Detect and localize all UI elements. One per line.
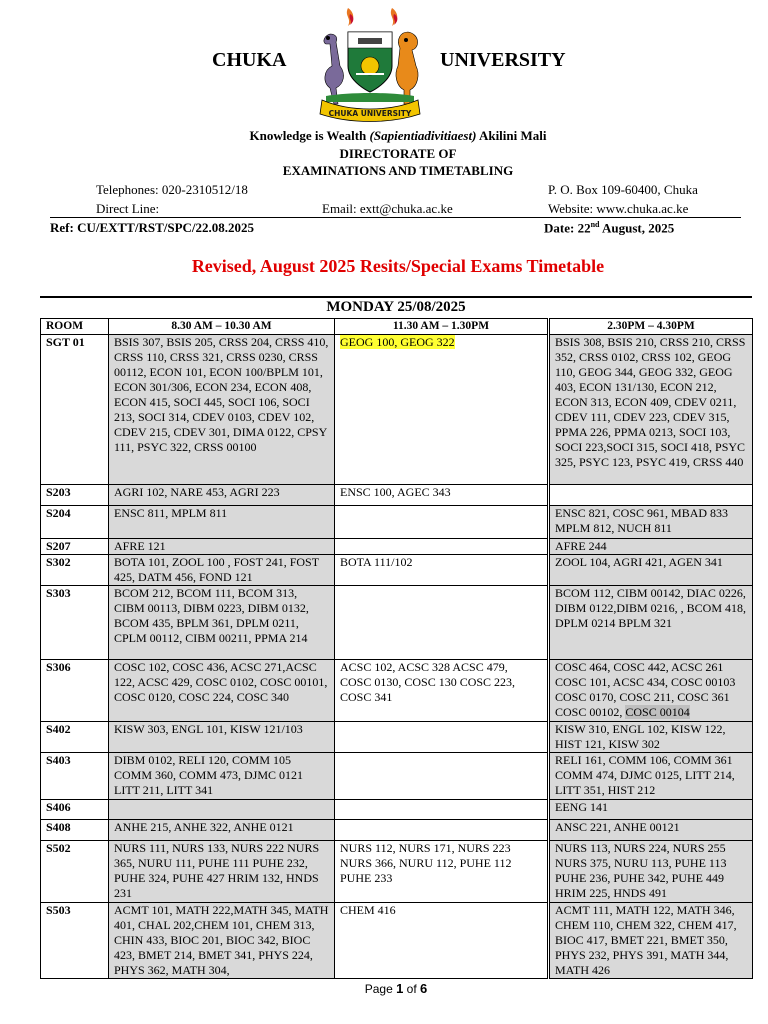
exam-timetable xyxy=(40,318,753,979)
date-prefix: Date: 22 xyxy=(544,220,591,236)
slot-1-cell: NURS 111, NURS 133, NURS 222 NURS 365, NURU 111, PUHE 111 PUHE 232, PUHE 324, PUHE 427 HRIM 132, HNDS 231 xyxy=(109,841,335,903)
slot-1-cell: ACMT 101, MATH 222,MATH 345, MATH 401, CHAL 202,CHEM 101, CHEM 313, CHIN 433, BIOC 201, BIOC 342, BIOC 423, BMET 214, BMET 341, PHYS 224, PHYS 362, MATH 304, xyxy=(109,903,335,979)
table-row xyxy=(41,555,753,586)
table-row xyxy=(41,841,753,903)
slot-1-cell: DIBM 0102, RELI 120, COMM 105 COMM 360, COMM 473, DJMC 0121 LITT 211, LITT 341 xyxy=(109,753,335,800)
slot-1-cell xyxy=(109,800,335,820)
website-link[interactable]: Website: www.chuka.ac.ke xyxy=(548,201,689,216)
slot-3-cell xyxy=(549,660,753,722)
header-slot-3: 2.30PM – 4.30PM xyxy=(549,319,753,335)
table-row xyxy=(41,485,753,506)
highlighted-courses: GEOG 100, GEOG 322 xyxy=(340,335,455,349)
slot-2-cell xyxy=(335,335,549,485)
date-month-year: August, 2025 xyxy=(599,220,675,236)
slot-2-cell: CHEM 416 xyxy=(335,903,549,979)
slot-2-cell xyxy=(335,722,549,753)
slot-1-cell: BCOM 212, BCOM 111, BCOM 313, CIBM 00113, DIBM 0223, DIBM 0132, BCOM 435, BPLM 361, DPLM 0211, CPLM 00112, CIBM 00211, PPMA 214 xyxy=(109,586,335,660)
table-row xyxy=(41,660,753,722)
date-suffix: nd xyxy=(590,220,600,229)
header-slot-1: 8.30 AM – 10.30 AM xyxy=(109,319,335,335)
table-row xyxy=(41,820,753,841)
room-cell: S403 xyxy=(41,753,109,800)
table-top-rule xyxy=(40,296,752,298)
slot-3-cell: RELI 161, COMM 106, COMM 361 COMM 474, DJMC 0125, LITT 214, LITT 351, HIST 212 xyxy=(549,753,753,800)
page-of: of xyxy=(403,982,421,996)
crest-banner-text: CHUKA UNIVERSITY xyxy=(328,109,412,118)
document-title: Revised, August 2025 Resits/Special Exams Timetable xyxy=(191,256,605,276)
email-address[interactable]: Email: extt@chuka.ac.ke xyxy=(322,201,453,216)
room-cell: S204 xyxy=(41,506,109,539)
room-cell: S502 xyxy=(41,841,109,903)
po-box: P. O. Box 109-60400, Chuka xyxy=(548,182,698,197)
slot-2-cell xyxy=(335,539,549,555)
slot-3-cell: ENSC 821, COSC 961, MBAD 833 MPLM 812, NUCH 811 xyxy=(549,506,753,539)
slot-3-cell xyxy=(549,485,753,506)
direct-line: Direct Line: xyxy=(96,201,160,216)
slot-2-cell xyxy=(335,506,549,539)
slot-3-cell: BCOM 112, CIBM 00142, DIAC 0226, DIBM 0122,DIBM 0216, , BCOM 418, DPLM 0214 BPLM 321 xyxy=(549,586,753,660)
slot-1-cell: BOTA 101, ZOOL 100 , FOST 241, FOST 425, DATM 456, FOND 121 xyxy=(109,555,335,586)
department-heading: EXAMINATIONS AND TIMETABLING xyxy=(282,163,514,178)
slot-3-text: COSC 464, COSC 442, ACSC 261 COSC 101, ACSC 434, COSC 00103 COSC 0170, COSC 211, COSC 361 COSC 00102, xyxy=(555,660,736,719)
slot-1-cell: ENSC 811, MPLM 811 xyxy=(109,506,335,539)
room-cell: S503 xyxy=(41,903,109,979)
table-row xyxy=(41,753,753,800)
slot-3-cell: AFRE 244 xyxy=(549,539,753,555)
slot-3-cell: ANSC 221, ANHE 00121 xyxy=(549,820,753,841)
slot-1-cell: BSIS 307, BSIS 205, CRSS 204, CRSS 410, CRSS 110, CRSS 321, CRSS 0230, CRSS 00112, ECON 101, ECON 100/BPLM 101, ECON 301/306, ECON 234, ECON 408, ECON 415, SOCI 445, SOCI 106, SOCI 213, SOCI 314, CDEV 0103, CDEV 102, CDEV 215, CDEV 301, DIMA 0122, CPSY 111, PSYC 322, CRSS 00100 xyxy=(109,335,335,485)
slot-1-cell: COSC 102, COSC 436, ACSC 271,ACSC 122, ACSC 429, COSC 0102, COSC 00101, COSC 0120, COSC 224, COSC 340 xyxy=(109,660,335,722)
room-cell: S302 xyxy=(41,555,109,586)
table-row xyxy=(41,506,753,539)
slot-2-cell: ENSC 100, AGEC 343 xyxy=(335,485,549,506)
slot-3-cell: EENG 141 xyxy=(549,800,753,820)
header-divider xyxy=(50,217,741,218)
motto-part-1: Knowledge is Wealth xyxy=(249,128,370,143)
room-cell: S207 xyxy=(41,539,109,555)
motto-latin: (Sapientiadivitiaest) xyxy=(369,128,477,143)
slot-2-cell: ACSC 102, ACSC 328 ACSC 479, COSC 0130, COSC 130 COSC 223, COSC 341 xyxy=(335,660,549,722)
page-label: Page xyxy=(364,982,397,996)
page-total: 6 xyxy=(420,981,428,996)
slot-1-cell: AFRE 121 xyxy=(109,539,335,555)
directorate-heading: DIRECTORATE OF xyxy=(339,146,457,161)
room-cell: S402 xyxy=(41,722,109,753)
slot-3-cell: BSIS 308, BSIS 210, CRSS 210, CRSS 352, CRSS 0102, CRSS 102, GEOG 110, GEOG 344, GEOG 332, GEOG 403, ECON 131/130, ECON 212, ECON 313, ECON 409, CDEV 0211, CDEV 111, CDEV 223, CDEV 315, PPMA 226, PPMA 0213, SOCI 103, SOCI 223,SOCI 315, SOCI 418, PSYC 325, PSYC 123, PSYC 419, CRSS 440 xyxy=(549,335,753,485)
page-number: 1 xyxy=(396,981,404,996)
slot-2-cell xyxy=(335,820,549,841)
motto-part-3: Akilini Mali xyxy=(476,128,547,143)
slot-3-cell: ACMT 111, MATH 122, MATH 346, CHEM 110, CHEM 322, CHEM 417, BIOC 417, BMET 221, BMET 350, PHYS 232, PHYS 391, MATH 344, MATH 426 xyxy=(549,903,753,979)
slot-2-cell: NURS 112, NURS 171, NURS 223 NURS 366, NURU 112, PUHE 112 PUHE 233 xyxy=(335,841,549,903)
room-cell: S303 xyxy=(41,586,109,660)
table-header-row xyxy=(41,319,753,335)
slot-3-cell: ZOOL 104, AGRI 421, AGEN 341 xyxy=(549,555,753,586)
page-footer xyxy=(0,981,768,996)
telephones: Telephones: 020-2310512/18 xyxy=(96,182,248,197)
motto xyxy=(0,128,768,144)
table-row xyxy=(41,722,753,753)
document-date xyxy=(544,220,674,236)
day-heading: MONDAY 25/08/2025 xyxy=(326,299,466,315)
slot-3-cell: KISW 310, ENGL 102, KISW 122, HIST 121, KISW 302 xyxy=(549,722,753,753)
room-cell: S406 xyxy=(41,800,109,820)
room-cell: S306 xyxy=(41,660,109,722)
table-row xyxy=(41,800,753,820)
slot-2-cell xyxy=(335,800,549,820)
highlighted-course: COSC 00104 xyxy=(625,705,690,719)
university-name-right: UNIVERSITY xyxy=(440,49,566,71)
room-cell: S408 xyxy=(41,820,109,841)
slot-1-cell: AGRI 102, NARE 453, AGRI 223 xyxy=(109,485,335,506)
slot-2-cell xyxy=(335,586,549,660)
table-row xyxy=(41,903,753,979)
room-cell: S203 xyxy=(41,485,109,506)
table-row xyxy=(41,586,753,660)
letterhead xyxy=(0,0,768,128)
reference-number: Ref: CU/EXTT/RST/SPC/22.08.2025 xyxy=(50,220,255,235)
university-crest-icon xyxy=(300,4,440,122)
header-slot-2: 11.30 AM – 1.30PM xyxy=(335,319,549,335)
slot-1-cell: ANHE 215, ANHE 322, ANHE 0121 xyxy=(109,820,335,841)
slot-2-cell xyxy=(335,753,549,800)
header-room: ROOM xyxy=(41,319,109,335)
slot-2-cell: BOTA 111/102 xyxy=(335,555,549,586)
table-row xyxy=(41,335,753,485)
slot-3-cell: NURS 113, NURS 224, NURS 255 NURS 375, NURU 113, PUHE 113 PUHE 236, PUHE 342, PUHE 449 HRIM 225, HNDS 491 xyxy=(549,841,753,903)
room-cell: SGT 01 xyxy=(41,335,109,485)
slot-1-cell: KISW 303, ENGL 101, KISW 121/103 xyxy=(109,722,335,753)
table-row xyxy=(41,539,753,555)
university-name-left: CHUKA xyxy=(212,49,287,71)
